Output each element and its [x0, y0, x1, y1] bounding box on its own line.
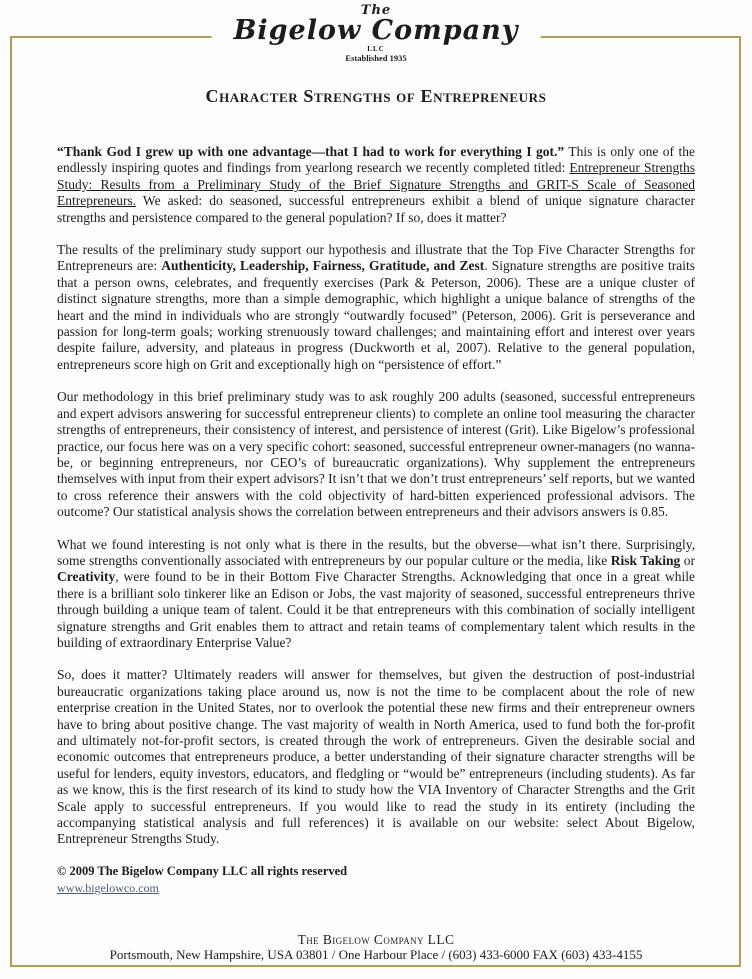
footer-company-name: The Bigelow Company LLC	[297, 932, 455, 947]
text-segment: Risk Taking	[610, 552, 681, 568]
paragraph	[57, 667, 695, 847]
website-link[interactable]: www.bigelowco.com	[57, 880, 159, 895]
copyright-block	[57, 864, 695, 897]
company-logo	[212, 5, 541, 64]
document-body	[57, 86, 695, 897]
paragraph	[57, 144, 695, 226]
body-paragraphs	[57, 144, 695, 848]
page-title: Character Strengths of Entrepreneurs	[205, 86, 547, 106]
text-segment: or	[680, 552, 695, 568]
logo-llc-text: LLC	[367, 45, 385, 53]
text-segment: , were found to be in their Bottom Five Character Strengths. Acknowledging that once in a great while there is a brilliant solo tinkerer like an Edison or Jobs, the vast majority of seasoned, successful entrepreneurs thrive through building a unique team of talent. Could it be that entrepreneurs with this combination of socially intelligent signature strengths and Grit enables them to attract and retain teams of complementary talent which results in the building of extraordinary Enterprise Value?	[57, 569, 695, 650]
paragraph	[57, 389, 695, 520]
text-segment: Creativity	[57, 569, 116, 585]
text-segment: The results of the preliminary study support our hypothesis and illustrate that the Top Five Character Strengths for Entrepreneurs are:	[57, 242, 695, 274]
logo-established-text: Established 1935	[345, 53, 407, 63]
text-segment: This is only one of the endlessly inspiring quotes and findings from yearlong research we recently completed titled:	[57, 144, 695, 176]
text-segment: “Thank God I grew up with one advantage—that I had to work for everything I got.”	[57, 144, 565, 159]
text-segment: . Signature strengths are positive traits that a person owns, celebrates, and frequently exercises (Park & Peterson, 2006). These are a unique cluster of distinct signature strengths, more than a simple demographic, which highlight a unique balance of strengths of the heart and the mind in individuals who are strongly “outwardly focused” (Peterson, 2006). Grit is perseverance and passion for long-term goals; working strenuously toward challenges; and maintaining effort and interest over years despite failure, adversity, and plateaus in progress (Duckworth et al, 2007). Relative to the general population, entrepreneurs score high on Grit and exceptionally high on “persistence of effort.”	[57, 258, 695, 372]
text-segment: Authenticity, Leadership, Fairness, Gratitude, and Zest	[161, 258, 485, 274]
text-segment: So, does it matter? Ultimately readers will answer for themselves, but given the destruction of post-industrial bureaucratic organizations taking place around us, now is not the time to be complacent about the role of new enterprise creation in the United States, nor to overlook the potential these new firms and their entrepreneur owners have to bring about positive change. The vast majority of wealth in North America, used to fund both the for-profit and ultimately not-for-profit sectors, is created through the work of entrepreneurs. Given the desirable social and economic outcomes that entrepreneurs produce, a better understanding of their signature character strengths will be useful for lenders, equity investors, educators, and fledgling or “would be” entrepreneurs (including students). As far as we know, this is the first research of its kind to study how the VIA Inventory of Character Strengths and the Grit Scale apply to successful entrepreneurs. If you would like to read the study in its entirety (including the accompanying statistical analysis and full references) it is available on our website: select About Bigelow, Entrepreneur Strengths Study.	[57, 667, 695, 847]
footer-address: Portsmouth, New Hampshire, USA 03801 / One Harbour Place / (603) 433-6000 FAX (603) 433-4155	[109, 947, 643, 962]
text-segment: What we found interesting is not only what is there in the results, but the obverse—what isn’t there. Surprisingly, some strengths conventionally associated with entrepreneurs by our popular culture or the media, like	[57, 536, 695, 568]
copyright-text: © 2009 The Bigelow Company LLC all rights reserved	[57, 863, 348, 878]
text-segment: Our methodology in this brief preliminary study was to ask roughly 200 adults (seasoned, successful entrepreneurs and expert advisors answering for successful entrepreneur clients) to complete an online tool measuring the character strengths of entrepreneurs, their consistency of interest, and persistence of interest (Grit). Like Bigelow’s professional practice, our focus here was on a very specific cohort: seasoned, successful entrepreneur owner-managers (no wanna-be, or beginning entrepreneurs, nor CEO’s of bureaucratic organizations). Why supplement the entrepreneurs themselves with input from their expert advisors? It isn’t that we don’t trust entrepreneurs’ self reports, but we wanted to cross reference their answers with the cold objectivity of hard-bitten experienced professional advisors. The outcome? Our statistical analysis shows the correlation between entrepreneurs and their advisors answers is 0.85.	[57, 389, 695, 520]
paragraph	[57, 242, 695, 373]
paragraph	[57, 537, 695, 652]
logo-company-name: Bigelow Company	[233, 15, 519, 46]
logo-the-text: The	[360, 3, 392, 18]
text-segment: We asked: do seasoned, successful entrepreneurs exhibit a blend of unique signature character strengths and persistence compared to the general population? If so, does it matter?	[57, 193, 695, 225]
text-segment: Entrepreneur Strengths Study: Results from a Preliminary Study of the Brief Signature Strengths and GRIT-S Scale of Seasoned Entrepreneurs.	[57, 160, 695, 209]
page-footer	[0, 932, 752, 962]
